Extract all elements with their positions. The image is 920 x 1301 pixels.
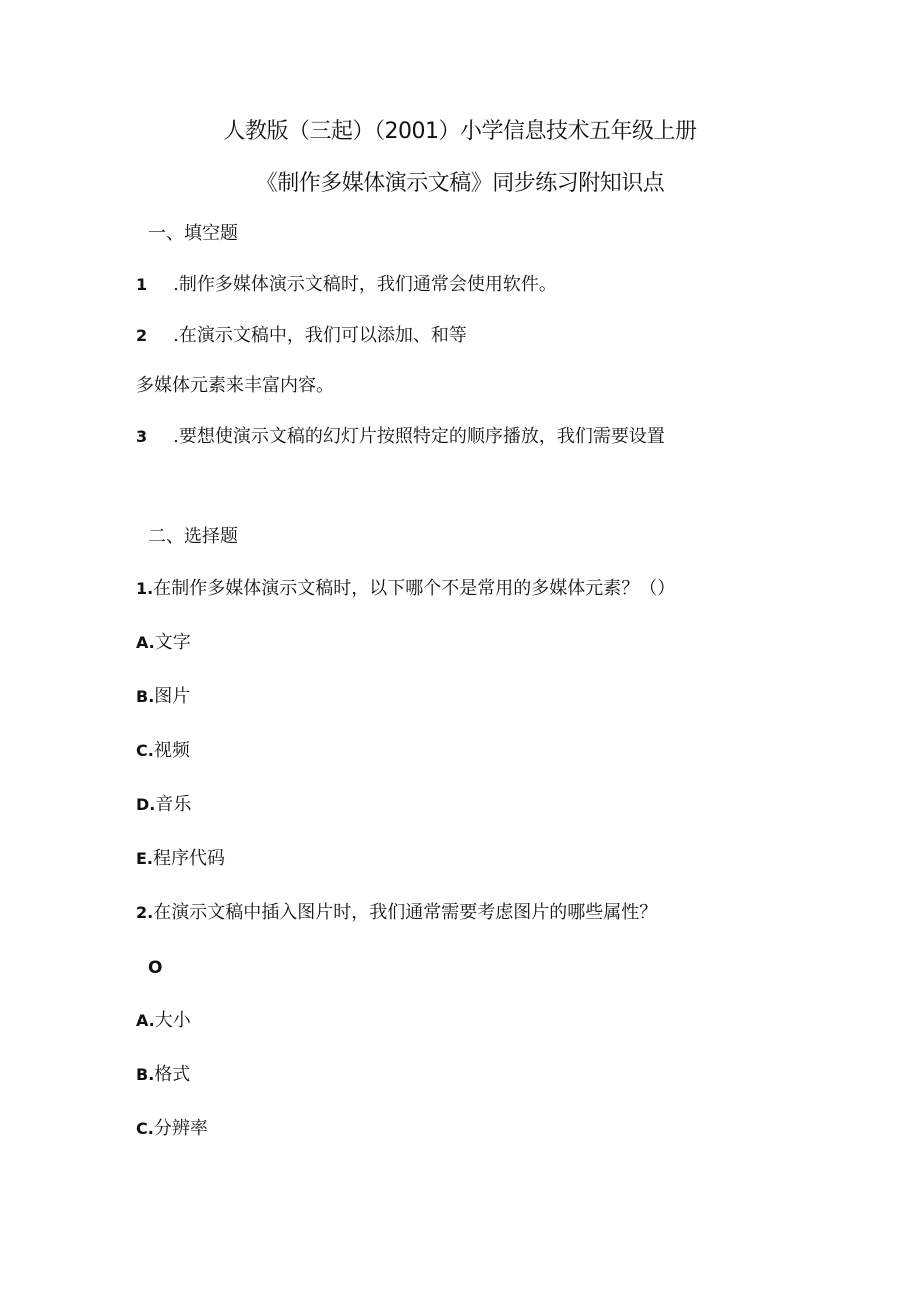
option-letter: A. xyxy=(136,1011,155,1030)
question-number: 1 xyxy=(136,275,148,294)
fill-in-question-2-continuation: 多媒体元素来丰富内容。 xyxy=(136,375,334,396)
question-text: .在演示文稿中，我们可以添加、和等 xyxy=(173,325,467,346)
question-number: 2 xyxy=(136,326,148,345)
option-text: 音乐 xyxy=(155,794,192,815)
section-heading-fill-in: 一、填空题 xyxy=(148,223,238,244)
question-text: 在制作多媒体演示文稿时，以下哪个不是常用的多媒体元素？（） xyxy=(153,578,676,599)
option-item xyxy=(136,684,190,710)
option-text: 视频 xyxy=(153,740,190,761)
section-heading-choice: 二、选择题 xyxy=(148,526,238,547)
question-number: 1. xyxy=(136,579,154,598)
question-text: .制作多媒体演示文稿时，我们通常会使用软件。 xyxy=(173,274,557,295)
option-text: 文字 xyxy=(154,632,191,653)
choice-question-1 xyxy=(136,576,675,602)
fill-in-question-2 xyxy=(136,323,467,349)
option-item xyxy=(136,792,191,818)
fill-in-question-3 xyxy=(136,424,665,450)
option-item xyxy=(136,1116,208,1142)
option-item xyxy=(136,1062,190,1088)
option-text: 大小 xyxy=(154,1010,191,1031)
option-text: 格式 xyxy=(154,1064,191,1085)
option-item xyxy=(136,738,190,764)
option-letter: C. xyxy=(136,741,154,760)
question-text: .要想使演示文稿的幻灯片按照特定的顺序播放，我们需要设置 xyxy=(173,426,665,447)
option-letter: C. xyxy=(136,1119,154,1138)
option-item xyxy=(136,846,225,872)
choice-question-2 xyxy=(136,900,657,926)
option-text: 程序代码 xyxy=(153,848,226,869)
option-text: 分辨率 xyxy=(153,1118,208,1139)
fill-in-question-1 xyxy=(136,272,557,298)
option-text: 图片 xyxy=(154,686,191,707)
option-letter: B. xyxy=(136,1065,155,1084)
option-letter: A. xyxy=(136,633,155,652)
document-title-line-2: 《制作多媒体演示文稿》同步练习附知识点 xyxy=(255,171,665,196)
question-number: 3 xyxy=(136,427,148,446)
option-letter: D. xyxy=(136,795,156,814)
option-item xyxy=(136,1008,191,1034)
option-letter: B. xyxy=(136,687,155,706)
answer-bracket: O xyxy=(148,958,163,978)
option-letter: E. xyxy=(136,849,154,868)
document-title-line-1: 人教版（三起）（2001）小学信息技术五年级上册 xyxy=(223,119,697,144)
question-text: 在演示文稿中插入图片时，我们通常需要考虑图片的哪些属性？ xyxy=(153,902,658,923)
question-number: 2. xyxy=(136,903,154,922)
option-item xyxy=(136,630,191,656)
